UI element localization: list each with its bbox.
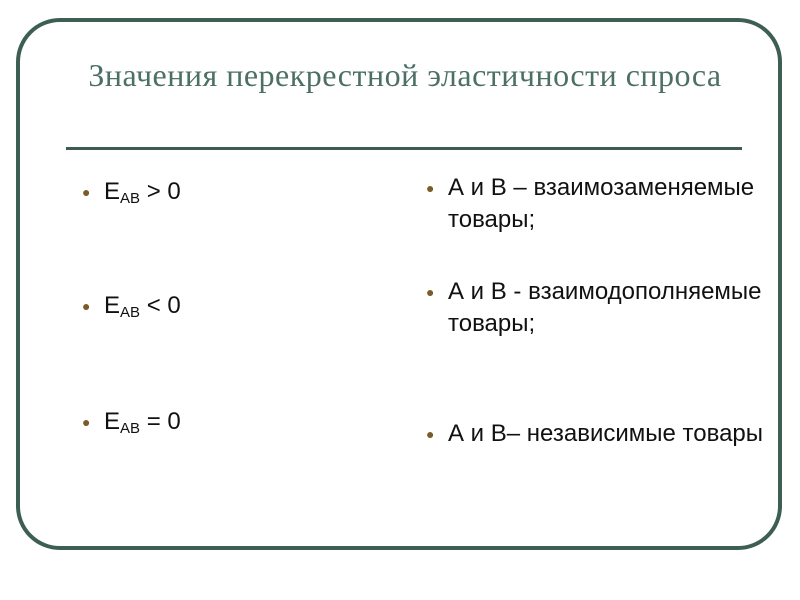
bullet-icon: ● [82,184,91,200]
right-item-2 [426,276,768,340]
bullet-icon: ● [426,180,435,196]
right-item-text: А и В– независимые товары [448,420,764,447]
title-divider [66,147,742,150]
bullet-icon: ● [426,284,435,300]
elasticity-subscript: AB [120,304,141,321]
left-item-3 [82,406,181,445]
elasticity-condition: = 0 [140,408,181,435]
elasticity-condition: < 0 [140,292,181,319]
elasticity-symbol: E [104,408,121,435]
left-item-1 [82,176,181,215]
elasticity-subscript: AB [120,190,141,207]
right-item-1 [426,172,768,236]
left-item-2 [82,290,181,329]
right-item-text: А и В – взаимозаменяемые товары; [448,174,755,233]
right-item-3 [426,418,768,450]
elasticity-subscript: AB [120,420,141,437]
bullet-icon: ● [426,426,435,442]
bullet-icon: ● [82,298,91,314]
elasticity-symbol: E [104,178,121,205]
right-item-text: А и В - взаимодополняемые товары; [448,278,762,337]
slide-title: Значения перекрестной эластичности спроса [88,57,722,93]
elasticity-symbol: E [104,292,121,319]
elasticity-condition: > 0 [140,178,181,205]
bullet-icon: ● [82,414,91,430]
